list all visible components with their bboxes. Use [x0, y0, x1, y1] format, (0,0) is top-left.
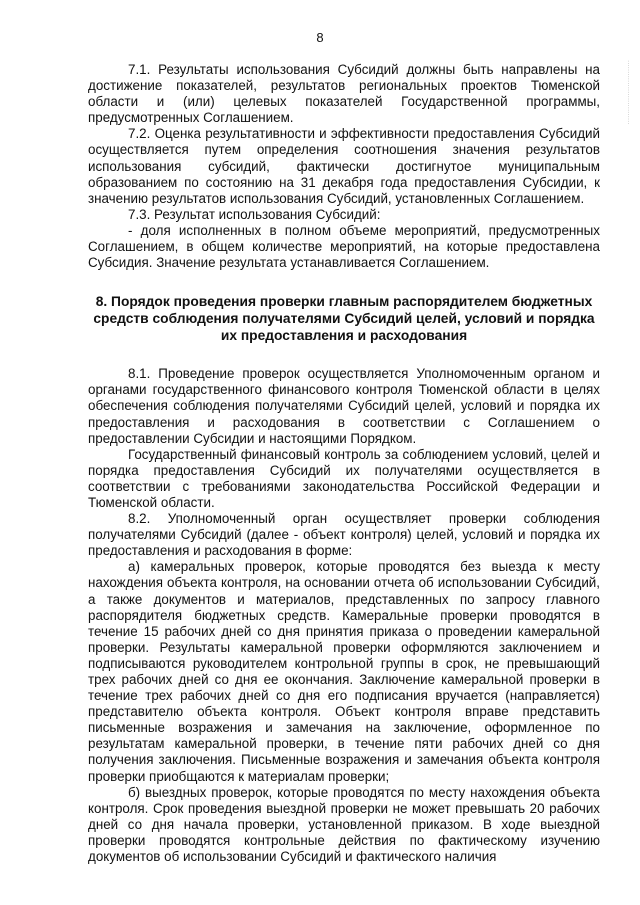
paragraph-7-2: 7.2. Оценка результативности и эффективности предоставления Субсидий осуществляется путем определения соотношения значения результатов использования субсидий, фактически достигнутое муниципальным образованием по состоянию на 31 декабря года предоставления Субсидии, к значению результатов использования Субсидий, установленных Соглашением.: [88, 126, 600, 206]
paragraph-8-2-b: б) выездных проверок, которые проводятся по месту нахождения объекта контроля. Срок проведения выездной проверки не может превышать 20 рабочих дней со дня начала проверки, установленной приказом. В ходе выездной проверки проводятся контрольные действия по фактическому изучению документов об использовании Субсидий и фактического наличия: [88, 784, 600, 865]
margin-mark: .............................: [626, 60, 634, 125]
page-number: 8: [316, 30, 324, 45]
paragraph-8-1: 8.1. Проведение проверок осуществляется Уполномоченным органом и органами государственного финансового контроля Тюменской области в целях обеспечения соблюдения получателями Субсидий целей, условий и порядка их предоставления и расходования в соответствии с Соглашением о предоставлении Субсидии и настоящими Порядком.: [88, 366, 600, 446]
paragraph-7-1: 7.1. Результаты использования Субсидий должны быть направлены на достижение показателей, результатов региональных проектов Тюменской области и (или) целевых показателей Государственной программы, предусмотренных Соглашением.: [88, 62, 600, 126]
document-body: [88, 62, 600, 865]
paragraph-state-control: Государственный финансовый контроль за соблюдением условий, целей и порядка предоставления Субсидий их получателями осуществляется в соответствии с требованиями законодательства Российской Федерации и Тюменской области.: [88, 446, 600, 510]
paragraph-7-3: 7.3. Результат использования Субсидий:: [128, 206, 381, 222]
section-heading-8: 8. Порядок проведения проверки главным распорядителем бюджетных средств соблюдения получателями Субсидий целей, условий и порядка их предоставления и расходования: [93, 294, 595, 344]
paragraph-8-2: 8.2. Уполномоченный орган осуществляет проверки соблюдения получателями Субсидий (далее - объект контроля) целей, условий и порядка их предоставления и расходования в форме:: [88, 511, 600, 559]
paragraph-8-2-a: а) камеральных проверок, которые проводятся без выезда к месту нахождения объекта контроля, на основании отчета об использовании Субсидий, а также документов и материалов, представленных по запросу главного распорядителя бюджетных средств. Камеральные проверки проводятся в течение 15 рабочих дней со дня принятия приказа о проведении камеральной проверки. Результаты камеральной проверки оформляются заключением и подписываются руководителем контрольной группы в срок, не превышающий трех рабочих дней со дня ее окончания. Заключение камеральной проверки в течение трех рабочих дней со дня его подписания вручается (направляется) представителю объекта контроля. Объект контроля вправе представить письменные возражения и замечания на заключение, оформленное по результатам камеральной проверки, в течение пяти рабочих дней со дня получения заключения. Письменные возражения и замечания объекта контроля проверки приобщаются к материалам проверки;: [88, 559, 600, 784]
paragraph-7-3-item: - доля исполненных в полном объеме мероприятий, предусмотренных Соглашением, в общем количестве мероприятий, на которые предоставлена Субсидия. Значение результата устанавливается Соглашением.: [88, 222, 600, 271]
